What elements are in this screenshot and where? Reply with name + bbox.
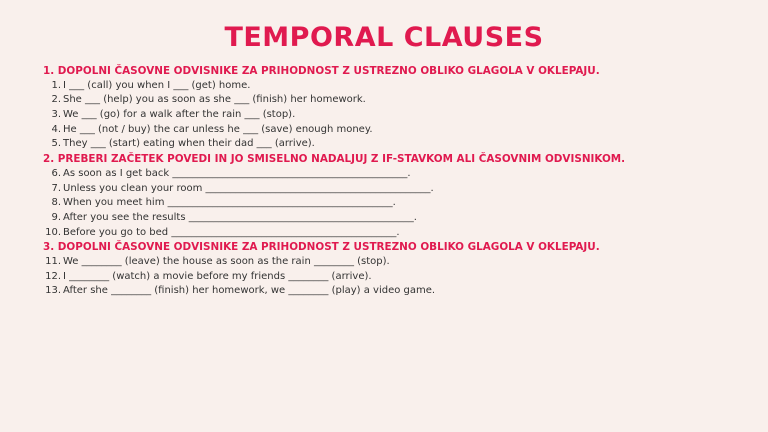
exercise-item [43,270,743,285]
exercise-item [43,226,743,241]
exercise-item [43,167,743,182]
item-number: 11. [45,255,61,267]
section-heading: 2. PREBERI ZAČETEK POVEDI IN JO SMISELNO NADALJUJ Z IF-STAVKOM ALI ČASOVNIM ODVISNIKOM. [43,153,626,166]
page-title: TEMPORAL CLAUSES [224,22,544,53]
item-text: As soon as I get back _______________________________________________. [63,167,411,179]
item-number: 9. [51,211,61,223]
item-number: 12. [45,270,61,282]
item-number: 7. [51,182,61,194]
item-text: We ___ (go) for a walk after the rain ___ (stop). [63,109,296,121]
exercise-item [43,255,743,270]
section-2 [43,152,743,240]
item-text: He ___ (not / buy) the car unless he ___ (save) enough money. [63,123,373,135]
item-text: I ___ (call) you when I ___ (get) home. [63,79,251,91]
item-text: After she ________ (finish) her homework, we ________ (play) a video game. [63,285,436,297]
worksheet-content [43,64,743,299]
exercise-item [43,211,743,226]
exercise-item [43,123,743,138]
section-3 [43,240,743,299]
exercise-item [43,196,743,211]
item-text: I ________ (watch) a movie before my friends ________ (arrive). [63,270,372,282]
item-text: Before you go to bed _____________________________________________. [63,226,400,238]
exercise-item [43,284,743,299]
item-number: 2. [51,94,61,106]
item-number: 4. [51,123,61,135]
exercise-item [43,182,743,197]
item-text: She ___ (help) you as soon as she ___ (finish) her homework. [63,94,366,106]
item-text: They ___ (start) eating when their dad ___ (arrive). [63,138,315,150]
exercise-item [43,108,743,123]
item-text: After you see the results _____________________________________________. [63,211,417,223]
exercise-item [43,137,743,152]
exercise-item [43,93,743,108]
item-number: 6. [51,167,61,179]
item-number: 5. [51,138,61,150]
section-heading: 3. DOPOLNI ČASOVNE ODVISNIKE ZA PRIHODNOST Z USTREZNO OBLIKO GLAGOLA V OKLEPAJU. [43,241,600,254]
item-number: 13. [45,285,61,297]
exercise-item [43,79,743,94]
item-number: 1. [51,79,61,91]
item-number: 3. [51,109,61,121]
item-number: 8. [51,197,61,209]
item-number: 10. [45,226,61,238]
item-text: We ________ (leave) the house as soon as the rain ________ (stop). [63,255,390,267]
section-1 [43,64,743,152]
item-text: When you meet him _____________________________________________. [63,197,396,209]
item-text: Unless you clean your room _____________________________________________. [63,182,434,194]
section-heading: 1. DOPOLNI ČASOVNE ODVISNIKE ZA PRIHODNOST Z USTREZNO OBLIKO GLAGOLA V OKLEPAJU. [43,65,600,77]
